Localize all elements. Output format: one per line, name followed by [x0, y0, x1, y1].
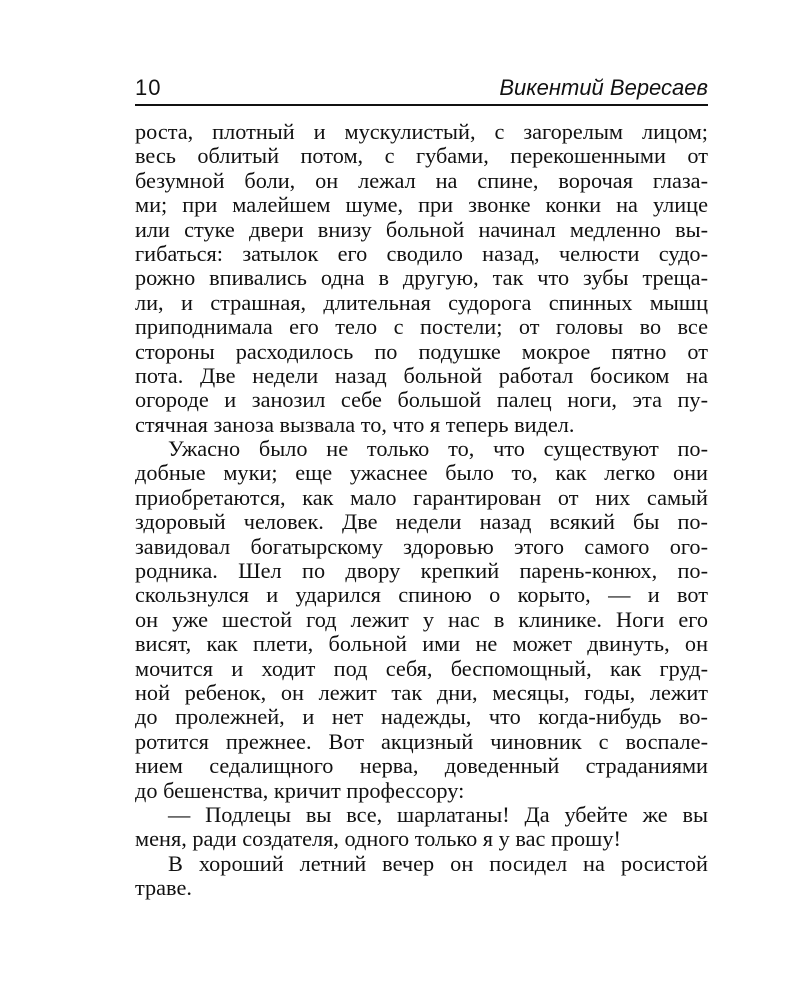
text-line: мочится и ходит под себя, беспомощный, как груд- [135, 655, 708, 681]
text-line: стячная заноза вызвала то, что я теперь видел. [135, 411, 575, 437]
text-line: или стуке двери внизу больной начинал медленно вы- [135, 216, 708, 242]
text-line: завидовал богатырскому здоровью этого самого ого- [135, 533, 708, 559]
text-line: рожно впивались одна в другую, так что зубы треща- [135, 265, 708, 291]
text-line: траве. [135, 875, 192, 901]
text-line: приподнимала его тело с постели; от головы во все [135, 314, 708, 340]
text-line: роста, плотный и мускулистый, с загорелым лицом; [135, 119, 708, 144]
page-header [135, 70, 708, 106]
text-line: безумной боли, он лежал на спине, ворочая глаза- [135, 167, 708, 193]
text-line: нием седалищного нерва, доведенный страданиями [135, 753, 708, 779]
book-page [135, 70, 708, 901]
text-line: до бешенства, кричит профессору: [135, 777, 465, 803]
text-line: пота. Две недели назад больной работал босиком на [135, 362, 708, 388]
text-line: стороны расходилось по подушке мокрое пятно от [135, 338, 708, 364]
text-line: ли, и страшная, длительная судорога спинных мышц [135, 289, 708, 315]
text-line: ротится прежнее. Вот акцизный чиновник с воспале- [135, 728, 708, 754]
text-line: гибаться: затылок его сводило назад, челюсти судо- [135, 240, 708, 266]
text-line: приобретаются, как мало гарантирован от них самый [135, 484, 708, 510]
body-text [135, 120, 708, 901]
running-title-author: Викентий Вересаев [499, 75, 708, 100]
text-line: весь облитый потом, с губами, перекошенными от [135, 143, 708, 169]
text-line: ной ребенок, он лежит так дни, месяцы, годы, лежит [135, 679, 708, 705]
page-number: 10 [135, 75, 162, 100]
text-line: добные муки; еще ужаснее было то, как легко они [135, 460, 708, 486]
text-line: ми; при малейшем шуме, при звонке конки на улице [135, 192, 708, 218]
text-line: он уже шестой год лежит у нас в клинике. Ноги его [135, 606, 708, 632]
paragraph-first-line: Ужасно было не только то, что существуют по- [168, 436, 708, 462]
dialogue-first-line: — Подлецы вы все, шарлатаны! Да убейте же вы [168, 801, 708, 827]
text-line: до пролежней, и нет надежды, что когда-нибудь во- [135, 704, 708, 730]
text-line: огороде и занозил себе большой палец ноги, эта пу- [135, 387, 708, 413]
text-line: здоровый человек. Две недели назад всякий бы по- [135, 509, 708, 535]
text-line: родника. Шел по двору крепкий парень-конюх, по- [135, 558, 708, 584]
text-line: висят, как плети, больной ими не может двинуть, он [135, 631, 708, 657]
text-line: скользнулся и ударился спиною о корыто, — и вот [135, 582, 708, 608]
text-line: меня, ради создателя, одного только я у вас прошу! [135, 826, 621, 852]
paragraph-first-line: В хороший летний вечер он посидел на росистой [168, 850, 708, 876]
